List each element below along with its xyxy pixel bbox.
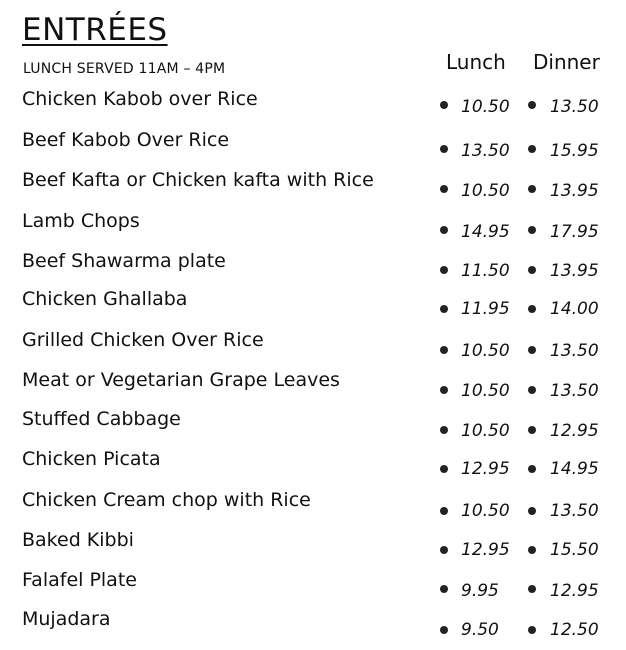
menu-item xyxy=(0,369,626,399)
lunch-column-header: Lunch xyxy=(446,50,506,74)
bullet-icon xyxy=(440,465,448,473)
lunch-price: 9.95 xyxy=(461,581,499,601)
dinner-price: 15.95 xyxy=(550,141,599,161)
lunch-price: 12.95 xyxy=(461,540,510,560)
menu-item xyxy=(0,129,626,159)
menu-item-name: Chicken Cream chop with Rice xyxy=(22,489,311,511)
bullet-icon xyxy=(440,507,448,515)
menu-item-name: Mujadara xyxy=(22,608,111,630)
dinner-price: 13.50 xyxy=(550,501,599,521)
dinner-price: 14.00 xyxy=(550,299,599,319)
lunch-price: 14.95 xyxy=(461,222,510,242)
lunch-hours-note: LUNCH SERVED 11AM – 4PM xyxy=(23,61,226,77)
bullet-icon xyxy=(440,386,448,394)
bullet-icon xyxy=(528,426,536,434)
bullet-icon xyxy=(528,305,536,313)
lunch-price: 10.50 xyxy=(461,421,510,441)
menu-item-name: Beef Shawarma plate xyxy=(22,250,226,272)
bullet-icon xyxy=(528,585,536,593)
menu-item xyxy=(0,529,626,559)
lunch-price: 11.95 xyxy=(461,299,510,319)
bullet-icon xyxy=(528,266,536,274)
lunch-price: 13.50 xyxy=(461,141,510,161)
dinner-price: 12.95 xyxy=(550,581,599,601)
lunch-price: 9.50 xyxy=(461,620,499,640)
menu-item-name: Chicken Ghallaba xyxy=(22,288,188,310)
lunch-price: 10.50 xyxy=(461,181,510,201)
lunch-price: 10.50 xyxy=(461,381,510,401)
menu-title: ENTRÉES xyxy=(22,12,168,48)
dinner-price: 12.50 xyxy=(550,620,599,640)
menu-item-name: Falafel Plate xyxy=(22,569,137,591)
lunch-price: 12.95 xyxy=(461,459,510,479)
menu-item-name: Beef Kabob Over Rice xyxy=(22,129,230,151)
bullet-icon xyxy=(440,546,448,554)
menu-item xyxy=(0,608,626,638)
bullet-icon xyxy=(440,426,448,434)
bullet-icon xyxy=(440,626,448,634)
bullet-icon xyxy=(440,346,448,354)
menu-item xyxy=(0,448,626,478)
bullet-icon xyxy=(528,386,536,394)
menu-item-name: Stuffed Cabbage xyxy=(22,408,181,430)
menu-item-name: Baked Kibbi xyxy=(22,529,134,551)
dinner-column-header: Dinner xyxy=(533,50,600,74)
bullet-icon xyxy=(440,266,448,274)
bullet-icon xyxy=(440,305,448,313)
menu-item xyxy=(0,329,626,359)
lunch-price: 11.50 xyxy=(461,261,510,281)
dinner-price: 14.95 xyxy=(550,459,599,479)
menu-item xyxy=(0,408,626,441)
bullet-icon xyxy=(440,585,448,593)
bullet-icon xyxy=(440,145,448,153)
bullet-icon xyxy=(528,226,536,234)
menu-item-name: Chicken Kabob over Rice xyxy=(22,88,258,110)
bullet-icon xyxy=(528,626,536,634)
menu-item xyxy=(0,88,626,118)
dinner-price: 15.50 xyxy=(550,540,599,560)
dinner-price: 13.50 xyxy=(550,381,599,401)
lunch-price: 10.50 xyxy=(461,341,510,361)
menu-item-name: Grilled Chicken Over Rice xyxy=(22,329,264,351)
dinner-price: 12.95 xyxy=(550,421,599,441)
bullet-icon xyxy=(528,101,536,109)
bullet-icon xyxy=(440,101,448,109)
lunch-price: 10.50 xyxy=(461,501,510,521)
bullet-icon xyxy=(528,145,536,153)
menu-item-name: Chicken Picata xyxy=(22,448,161,470)
bullet-icon xyxy=(528,185,536,193)
bullet-icon xyxy=(528,546,536,554)
bullet-icon xyxy=(440,185,448,193)
menu-item xyxy=(0,489,626,519)
dinner-price: 13.50 xyxy=(550,97,599,117)
menu-item xyxy=(0,288,626,318)
menu-item xyxy=(0,569,626,599)
menu-item xyxy=(0,250,626,280)
lunch-price: 10.50 xyxy=(461,97,510,117)
menu-item-name: Beef Kafta or Chicken kafta with Rice xyxy=(22,169,374,191)
bullet-icon xyxy=(440,226,448,234)
bullet-icon xyxy=(528,465,536,473)
bullet-icon xyxy=(528,346,536,354)
dinner-price: 17.95 xyxy=(550,222,599,242)
menu-item xyxy=(0,210,626,240)
dinner-price: 13.50 xyxy=(550,341,599,361)
bullet-icon xyxy=(528,507,536,515)
dinner-price: 13.95 xyxy=(550,181,599,201)
menu-item xyxy=(0,169,626,199)
dinner-price: 13.95 xyxy=(550,261,599,281)
menu-item-name: Meat or Vegetarian Grape Leaves xyxy=(22,369,340,391)
menu-item-name: Lamb Chops xyxy=(22,210,140,232)
